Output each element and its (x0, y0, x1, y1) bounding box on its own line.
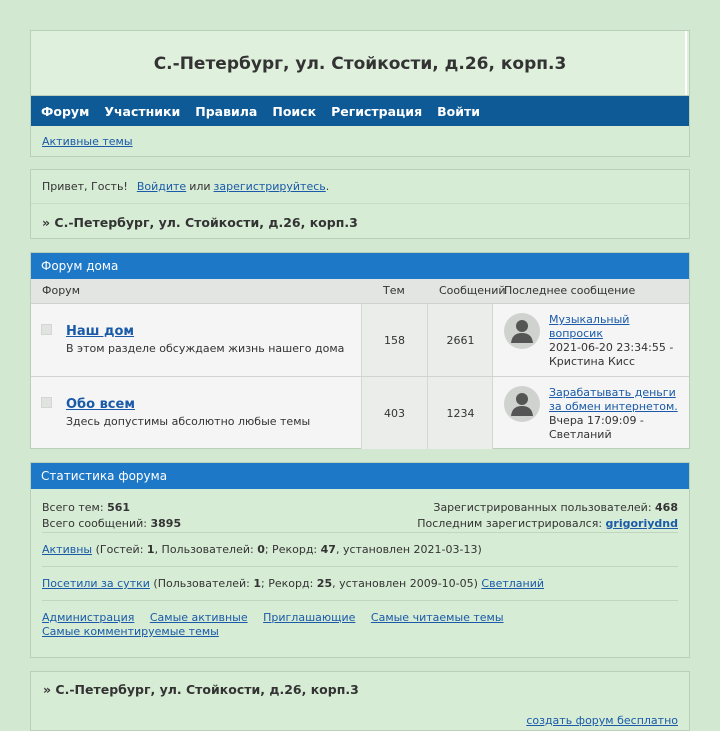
total-posts-value: 3895 (150, 517, 182, 530)
nav-forum[interactable]: Форум (41, 103, 90, 119)
total-posts-label: Всего сообщений: (42, 517, 147, 530)
forum-description: В этом разделе обсуждаем жизнь нашего дома (66, 342, 345, 355)
nav-members[interactable]: Участники (104, 103, 181, 119)
day-users-label: (Пользователей: (153, 577, 250, 590)
greeting-text: Привет, Гость! (42, 180, 128, 193)
forum-status-icon (41, 397, 52, 408)
site-title: С.-Петербург, ул. Стойкости, д.26, корп.3 (153, 54, 567, 74)
active-users-value: 0 (257, 543, 265, 556)
last-post-link[interactable]: Музыкальный вопросик (549, 313, 630, 340)
register-link[interactable]: зарегистрируйтесь (213, 180, 326, 193)
day-visitors-link[interactable]: Посетили за сутки (42, 577, 150, 590)
forum-name-link[interactable]: Наш дом (66, 324, 135, 339)
day-user-link[interactable]: Светланий (481, 577, 545, 590)
active-guests-label: (Гостей: (95, 543, 144, 556)
nav-register[interactable]: Регистрация (331, 103, 423, 119)
last-registered-user-link[interactable]: grigoriydnd (605, 517, 678, 530)
forum-category (30, 252, 690, 449)
stats-counts (31, 489, 689, 532)
registered-users (433, 501, 678, 514)
stats-title: Статистика форума (31, 463, 689, 489)
day-record-value: 25 (316, 577, 333, 590)
registered-value: 468 (655, 501, 678, 514)
footer-breadcrumb: » С.-Петербург, ул. Стойкости, д.26, корп.3 (43, 681, 359, 697)
day-visitors-line (31, 567, 689, 600)
forum-name-link[interactable]: Обо всем (66, 397, 135, 412)
active-users-line (31, 533, 689, 566)
forum-status-icon (41, 324, 52, 335)
category-title: Форум дома (31, 253, 689, 279)
last-post-cell (492, 304, 689, 376)
greeting-period: . (325, 180, 330, 193)
day-record-label: ; Рекорд: (261, 577, 314, 590)
footer-credit-link[interactable]: создать форум бесплатно (526, 714, 678, 727)
last-post-meta: Вчера 17:09:09 - Светланий (549, 414, 644, 441)
breadcrumb: » С.-Петербург, ул. Стойкости, д.26, корп.3 (42, 214, 358, 230)
title-box (31, 31, 689, 96)
user-avatar-icon (504, 313, 540, 349)
last-registered-label: Последним зарегистрировался: (417, 517, 603, 530)
active-record-label: ; Рекорд: (264, 543, 318, 556)
registered-label: Зарегистрированных пользователей: (433, 501, 652, 514)
link-most-commented[interactable]: Самые комментируемые темы (42, 625, 219, 638)
column-headers (31, 279, 689, 304)
last-post-link[interactable]: Зарабатывать деньги за обмен интернетом. (549, 386, 678, 413)
last-post-meta: 2021-06-20 23:34:55 - Кристина Кисс (549, 341, 674, 368)
stats-links (31, 601, 689, 639)
user-avatar-icon (504, 386, 540, 422)
or-text: или (189, 180, 211, 193)
forum-row (31, 377, 689, 449)
site-header (30, 30, 690, 157)
col-topics: Тем (383, 284, 405, 297)
nav-search[interactable]: Поиск (272, 103, 317, 119)
day-record-date: , установлен 2009-10-05) (332, 577, 478, 590)
active-users-label: , Пользователей: (154, 543, 254, 556)
welcome-panel (30, 169, 690, 239)
col-forum: Форум (42, 284, 80, 297)
active-topics-link[interactable]: Активные темы (42, 135, 133, 148)
login-link[interactable]: Войдите (136, 180, 187, 193)
active-guests-value: 1 (146, 543, 155, 556)
active-record-value: 47 (320, 543, 336, 556)
link-most-active[interactable]: Самые активные (149, 611, 248, 624)
forum-stats (30, 462, 690, 658)
forum-posts-count: 2661 (427, 304, 493, 376)
total-topics-value: 561 (107, 501, 131, 514)
nav-login[interactable]: Войти (437, 103, 480, 119)
link-inviters[interactable]: Приглашающие (263, 611, 356, 624)
footer-panel (30, 671, 690, 731)
col-last-post: Последнее сообщение (504, 284, 636, 297)
col-posts: Сообщений (439, 284, 506, 297)
greeting-bar (31, 170, 689, 204)
main-nav (31, 96, 689, 126)
total-topics (42, 501, 130, 514)
forum-topics-count: 158 (361, 304, 427, 376)
active-users-link[interactable]: Активны (42, 543, 93, 556)
last-post-cell (492, 377, 689, 449)
last-registered (417, 517, 678, 530)
link-administration[interactable]: Администрация (42, 611, 135, 624)
forum-row (31, 304, 689, 377)
forum-posts-count: 1234 (427, 377, 493, 449)
nav-rules[interactable]: Правила (195, 103, 258, 119)
forum-topics-count: 403 (361, 377, 427, 449)
forum-description: Здесь допустимы абсолютно любые темы (66, 415, 311, 428)
active-record-date: , установлен 2021-03-13) (335, 543, 482, 556)
link-most-read[interactable]: Самые читаемые темы (370, 611, 504, 624)
sub-nav (31, 126, 689, 157)
day-users-value: 1 (253, 577, 262, 590)
total-topics-label: Всего тем: (42, 501, 104, 514)
total-posts (42, 517, 181, 530)
